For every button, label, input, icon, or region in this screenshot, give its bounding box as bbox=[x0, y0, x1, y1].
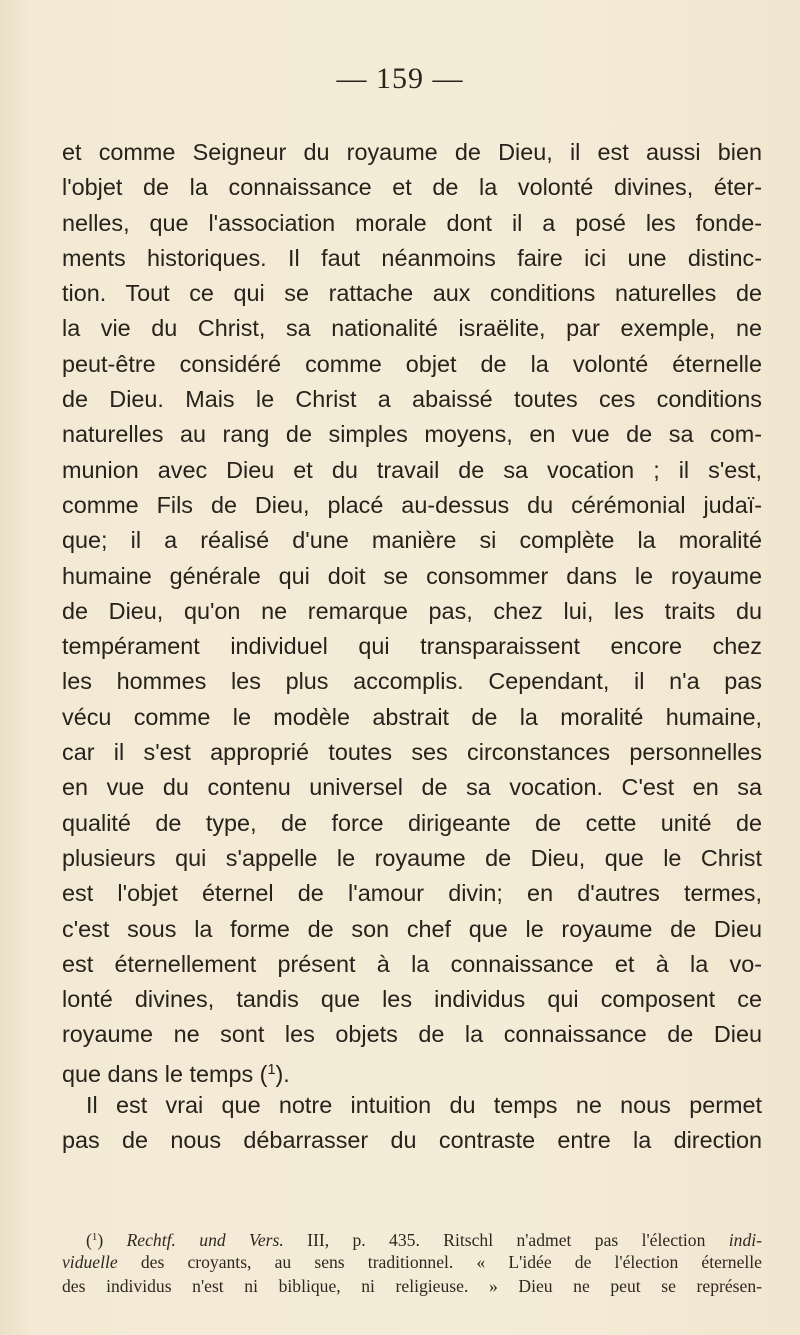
footnote-text: des croyants, au sens traditionnel. « L'idée de l'élection éternelle bbox=[117, 1251, 762, 1272]
footnote bbox=[62, 1225, 762, 1299]
text-line: pas de nous débarrasser du contraste entre la direction bbox=[62, 1127, 762, 1154]
footnote-text: III, p. 435. Ritschl n'admet pas l'élection bbox=[283, 1230, 729, 1250]
paragraph-end-line bbox=[62, 1053, 762, 1088]
text-line: l'objet de la connaissance et de la volonté divines, éter- bbox=[62, 174, 762, 201]
footnote-italic-text: indi- bbox=[728, 1230, 762, 1250]
text-line: de Dieu. Mais le Christ a abaissé toutes ces conditions bbox=[62, 386, 762, 413]
footnote-line bbox=[62, 1225, 762, 1250]
text-fragment: ). bbox=[275, 1060, 290, 1087]
text-line: plusieurs qui s'appelle le royaume de Dieu, que le Christ bbox=[62, 844, 762, 871]
footnote-marker-open: ( bbox=[86, 1230, 92, 1250]
text-line: royaume ne sont les objets de la connaissance de Dieu bbox=[62, 1021, 762, 1048]
text-line: comme Fils de Dieu, placé au-dessus du cérémonial judaï- bbox=[62, 491, 762, 518]
footnote-line: des individus n'est ni biblique, ni religieuse. » Dieu ne peut se représen- bbox=[62, 1276, 762, 1296]
text-line: en vue du contenu universel de sa vocation. C'est en sa bbox=[62, 774, 762, 801]
page-number: — 159 — bbox=[336, 62, 464, 95]
text-line: que; il a réalisé d'une manière si complète la moralité bbox=[62, 527, 762, 554]
footnote-line bbox=[62, 1250, 762, 1275]
text-line: c'est sous la forme de son chef que le royaume de Dieu bbox=[62, 915, 762, 942]
text-line: qualité de type, de force dirigeante de cette unité de bbox=[62, 809, 762, 836]
text-line: nelles, que l'association morale dont il a posé les fonde- bbox=[62, 209, 762, 236]
text-line: humaine générale qui doit se consommer dans le royaume bbox=[62, 562, 762, 589]
text-line: de Dieu, qu'on ne remarque pas, chez lui, les traits du bbox=[62, 597, 762, 624]
text-line: et comme Seigneur du royaume de Dieu, il est aussi bien bbox=[62, 139, 762, 165]
footnote-italic-text: viduelle bbox=[62, 1251, 118, 1272]
text-line: munion avec Dieu et du travail de sa vocation ; il s'est, bbox=[62, 456, 762, 483]
text-line: ments historiques. Il faut néanmoins faire ici une distinc- bbox=[62, 244, 762, 271]
text-line: naturelles au rang de simples moyens, en vue de sa com- bbox=[62, 421, 762, 448]
paragraph-start-line: Il est vrai que notre intuition du temps ne nous permet bbox=[86, 1092, 762, 1119]
text-line: tion. Tout ce qui se rattache aux conditions naturelles de bbox=[62, 280, 762, 307]
footnote-marker-number: 1 bbox=[91, 1231, 98, 1243]
text-line: la vie du Christ, sa nationalité israëlite, par exemple, ne bbox=[62, 315, 762, 342]
main-text bbox=[62, 135, 762, 1159]
text-line: car il s'est approprié toutes ses circonstances personnelles bbox=[62, 739, 762, 766]
text-line: est l'objet éternel de l'amour divin; en d'autres termes, bbox=[62, 880, 762, 907]
text-line: tempérament individuel qui transparaissent encore chez bbox=[62, 633, 762, 660]
text-line: est éternellement présent à la connaissance et à la vo- bbox=[62, 950, 762, 977]
footnote-reference-title: Rechtf. und Vers. bbox=[126, 1230, 284, 1250]
text-line: peut-être considéré comme objet de la volonté éternelle bbox=[62, 350, 762, 377]
footnote-marker-close: ) bbox=[97, 1230, 104, 1250]
text-line: lonté divines, tandis que les individus qui composent ce bbox=[62, 986, 762, 1013]
footnote-reference: 1 bbox=[267, 1061, 276, 1078]
text-fragment: que dans le temps ( bbox=[62, 1060, 268, 1087]
text-line: vécu comme le modèle abstrait de la moralité humaine, bbox=[62, 703, 762, 730]
text-line: les hommes les plus accomplis. Cependant, il n'a pas bbox=[62, 668, 762, 695]
